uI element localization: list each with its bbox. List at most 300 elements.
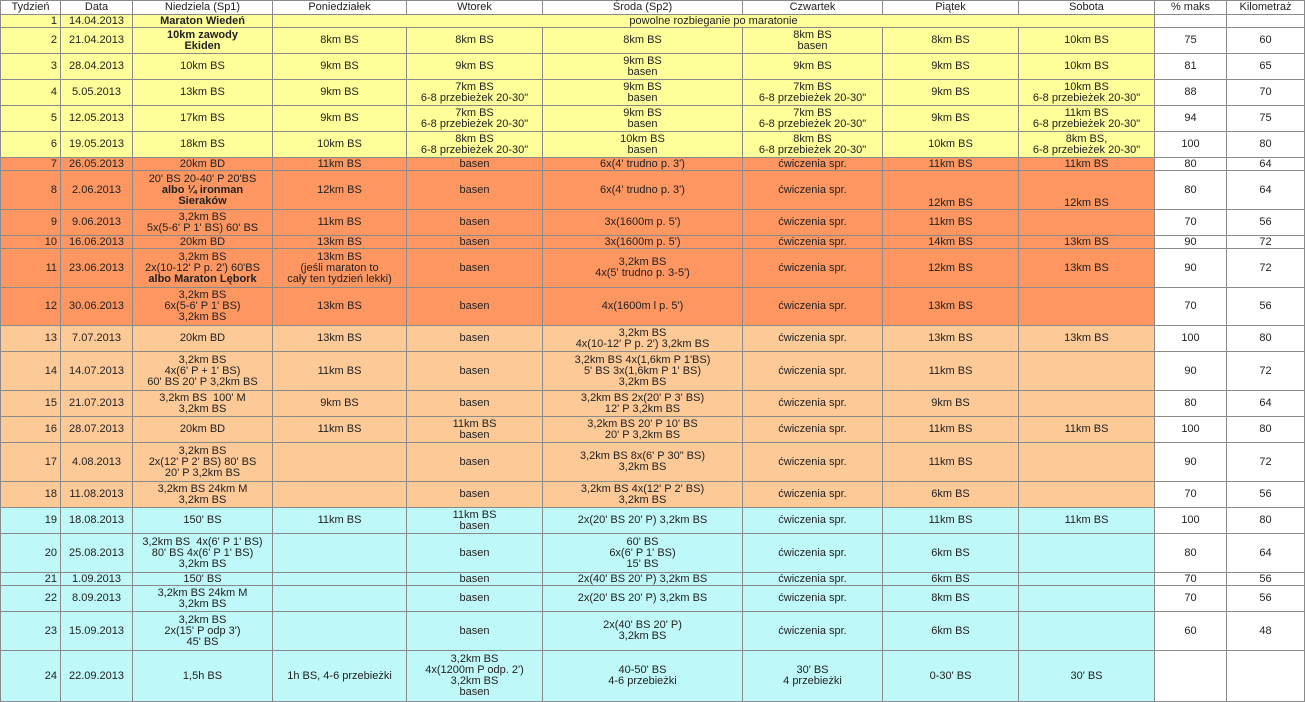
wednesday-cell[interactable] [543, 586, 743, 612]
friday-cell-text: 12km BS [928, 261, 973, 274]
date-cell[interactable]: 21.04.2013 [61, 28, 133, 54]
kilometers-cell[interactable]: 56 [1227, 210, 1305, 236]
wednesday-cell[interactable] [543, 54, 743, 80]
friday-cell[interactable] [883, 417, 1019, 443]
week-cell[interactable]: 13 [1, 326, 61, 352]
week-cell[interactable]: 14 [1, 352, 61, 391]
thursday-cell[interactable] [743, 80, 883, 106]
wednesday-cell[interactable] [543, 612, 743, 651]
header-cell[interactable]: Czwartek [743, 1, 883, 15]
thursday-cell-text: ćwiczenia spr. [778, 332, 847, 344]
friday-cell[interactable] [883, 573, 1019, 586]
kilometers-cell[interactable]: 72 [1227, 443, 1305, 482]
kilometers-cell[interactable]: 80 [1227, 417, 1305, 443]
date-cell[interactable]: 8.09.2013 [61, 586, 133, 612]
saturday-cell[interactable] [1019, 391, 1155, 417]
kilometers-cell[interactable]: 64 [1227, 534, 1305, 573]
date-cell[interactable]: 25.08.2013 [61, 534, 133, 573]
sunday-cell[interactable] [133, 15, 273, 28]
percent-max-cell[interactable]: 60 [1155, 612, 1227, 651]
kilometers-cell[interactable]: 72 [1227, 352, 1305, 391]
week-cell[interactable]: 18 [1, 482, 61, 508]
date-cell[interactable]: 12.05.2013 [61, 106, 133, 132]
percent-max-cell[interactable]: 80 [1155, 171, 1227, 210]
percent-max-cell[interactable]: 100 [1155, 326, 1227, 352]
friday-cell[interactable] [883, 158, 1019, 171]
kilometers-cell[interactable]: 60 [1227, 28, 1305, 54]
saturday-cell[interactable] [1019, 106, 1155, 132]
wednesday-cell-text: 9km BS basen [623, 106, 662, 130]
monday-cell-text: 11km BS [317, 423, 362, 435]
friday-cell[interactable] [883, 534, 1019, 573]
header-cell[interactable]: Sobota [1019, 1, 1155, 15]
thursday-cell[interactable] [743, 352, 883, 391]
percent-max-cell[interactable]: 90 [1155, 352, 1227, 391]
friday-cell[interactable] [883, 210, 1019, 236]
wednesday-cell-text: 3,2km BS 4x(5' trudno p. 3-5') [595, 256, 690, 279]
friday-cell[interactable] [883, 352, 1019, 391]
wednesday-cell[interactable] [543, 132, 743, 158]
week-cell[interactable]: 17 [1, 443, 61, 482]
kilometers-cell[interactable]: 72 [1227, 236, 1305, 249]
sunday-cell-line: 3,2km BS [178, 250, 227, 263]
wednesday-cell[interactable] [543, 288, 743, 326]
wednesday-cell[interactable] [543, 573, 743, 586]
date-cell[interactable]: 22.09.2013 [61, 651, 133, 702]
monday-cell[interactable] [273, 158, 407, 171]
sunday-cell[interactable] [133, 651, 273, 702]
friday-cell[interactable] [883, 249, 1019, 288]
sunday-cell[interactable] [133, 54, 273, 80]
thursday-cell[interactable] [743, 417, 883, 443]
monday-cell[interactable] [273, 417, 407, 443]
monday-cell[interactable] [273, 586, 407, 612]
week-cell[interactable]: 20 [1, 534, 61, 573]
week-cell[interactable]: 3 [1, 54, 61, 80]
wednesday-cell[interactable] [543, 249, 743, 288]
thursday-cell[interactable] [743, 508, 883, 534]
monday-cell[interactable] [273, 482, 407, 508]
monday-cell[interactable] [273, 210, 407, 236]
thursday-cell[interactable] [743, 391, 883, 417]
date-cell[interactable]: 7.07.2013 [61, 326, 133, 352]
week-cell[interactable]: 24 [1, 651, 61, 702]
tuesday-cell[interactable] [407, 508, 543, 534]
tuesday-cell[interactable] [407, 236, 543, 249]
thursday-cell[interactable] [743, 210, 883, 236]
date-cell[interactable]: 18.08.2013 [61, 508, 133, 534]
wednesday-cell[interactable] [543, 80, 743, 106]
saturday-cell[interactable] [1019, 508, 1155, 534]
sunday-cell-text: 13km BS [180, 86, 225, 98]
monday-cell[interactable] [273, 106, 407, 132]
sunday-cell[interactable] [133, 352, 273, 391]
friday-cell[interactable] [883, 106, 1019, 132]
saturday-cell[interactable] [1019, 132, 1155, 158]
tuesday-cell[interactable] [407, 651, 543, 702]
percent-max-cell[interactable]: 70 [1155, 586, 1227, 612]
kilometers-cell[interactable]: 80 [1227, 132, 1305, 158]
saturday-cell[interactable] [1019, 288, 1155, 326]
merged-note-cell[interactable]: powolne rozbieganie po maratonie [273, 15, 1155, 28]
friday-cell[interactable] [883, 132, 1019, 158]
percent-max-cell[interactable]: 100 [1155, 417, 1227, 443]
header-cell[interactable]: Wtorek [407, 1, 543, 15]
tuesday-cell[interactable] [407, 28, 543, 54]
thursday-cell[interactable] [743, 236, 883, 249]
week-cell[interactable]: 10 [1, 236, 61, 249]
saturday-cell[interactable] [1019, 534, 1155, 573]
tuesday-cell[interactable] [407, 249, 543, 288]
date-cell[interactable]: 11.08.2013 [61, 482, 133, 508]
kilometers-cell[interactable]: 64 [1227, 391, 1305, 417]
date-cell[interactable]: 4.08.2013 [61, 443, 133, 482]
sunday-cell-text: 3,2km BS 100' M 3,2km BS [159, 391, 246, 415]
wednesday-cell[interactable] [543, 210, 743, 236]
tuesday-cell[interactable] [407, 54, 543, 80]
wednesday-cell-text: 3,2km BS 4x(1,6km P 1'BS) 5' BS 3x(1,6km P 1' BS) 3,2km BS [574, 353, 711, 388]
tuesday-cell[interactable] [407, 132, 543, 158]
header-cell[interactable]: Niedziela (Sp1) [133, 1, 273, 15]
wednesday-cell[interactable] [543, 651, 743, 702]
monday-cell[interactable] [273, 326, 407, 352]
date-cell[interactable]: 16.06.2013 [61, 236, 133, 249]
sunday-cell[interactable] [133, 210, 273, 236]
monday-cell[interactable] [273, 391, 407, 417]
friday-cell-text: 9km BS [931, 86, 970, 98]
kilometers-cell[interactable]: 64 [1227, 158, 1305, 171]
wednesday-cell[interactable] [543, 482, 743, 508]
tuesday-cell[interactable] [407, 443, 543, 482]
friday-cell[interactable] [883, 651, 1019, 702]
tuesday-cell[interactable] [407, 391, 543, 417]
saturday-cell-text: 10km BS 6-8 przebieżek 20-30" [1032, 80, 1141, 104]
date-cell[interactable]: 21.07.2013 [61, 391, 133, 417]
percent-max-cell[interactable]: 100 [1155, 508, 1227, 534]
tuesday-cell[interactable] [407, 417, 543, 443]
friday-cell[interactable] [883, 443, 1019, 482]
sunday-cell[interactable] [133, 288, 273, 326]
saturday-cell-text: 13km BS [1064, 235, 1109, 248]
monday-cell[interactable] [273, 612, 407, 651]
header-cell[interactable]: % maks [1155, 1, 1227, 15]
friday-cell[interactable] [883, 586, 1019, 612]
week-cell[interactable]: 19 [1, 508, 61, 534]
monday-cell[interactable] [273, 534, 407, 573]
friday-cell[interactable] [883, 80, 1019, 106]
header-cell[interactable]: Poniedziałek [273, 1, 407, 15]
header-cell[interactable]: Kilometraż [1227, 1, 1305, 15]
week-cell[interactable]: 21 [1, 573, 61, 586]
thursday-cell-text: ćwiczenia spr. [778, 423, 847, 435]
wednesday-cell-text: 3x(1600m p. 5') [604, 235, 681, 248]
sunday-cell[interactable] [133, 28, 273, 54]
thursday-cell[interactable] [743, 573, 883, 586]
friday-cell[interactable] [883, 288, 1019, 326]
sunday-cell-line: 20' BS 20-40' P 20'BS [148, 172, 257, 185]
percent-max-cell[interactable]: 70 [1155, 573, 1227, 586]
percent-max-cell[interactable]: 88 [1155, 80, 1227, 106]
tuesday-cell-text: basen [459, 592, 490, 604]
kilometers-cell[interactable]: 80 [1227, 326, 1305, 352]
thursday-cell[interactable] [743, 249, 883, 288]
saturday-cell[interactable] [1019, 210, 1155, 236]
week-cell[interactable]: 16 [1, 417, 61, 443]
sunday-cell[interactable] [133, 417, 273, 443]
saturday-cell[interactable] [1019, 482, 1155, 508]
monday-cell[interactable] [273, 80, 407, 106]
sunday-cell[interactable] [133, 236, 273, 249]
saturday-cell[interactable] [1019, 54, 1155, 80]
kilometers-cell[interactable]: 48 [1227, 612, 1305, 651]
wednesday-cell[interactable] [543, 158, 743, 171]
kilometers-cell[interactable]: 80 [1227, 508, 1305, 534]
wednesday-cell-text: 2x(40' BS 20' P) 3,2km BS [603, 619, 682, 642]
wednesday-cell[interactable] [543, 508, 743, 534]
week-cell[interactable]: 12 [1, 288, 61, 326]
tuesday-cell[interactable] [407, 352, 543, 391]
monday-cell[interactable] [273, 508, 407, 534]
tuesday-cell[interactable] [407, 106, 543, 132]
percent-max-cell[interactable]: 90 [1155, 443, 1227, 482]
date-cell[interactable]: 30.06.2013 [61, 288, 133, 326]
tuesday-cell[interactable] [407, 326, 543, 352]
header-cell[interactable]: Piątek [883, 1, 1019, 15]
date-cell[interactable]: 23.06.2013 [61, 249, 133, 288]
percent-max-cell[interactable]: 100 [1155, 132, 1227, 158]
date-cell[interactable]: 28.04.2013 [61, 54, 133, 80]
table-row [1, 106, 1305, 132]
date-cell[interactable]: 2.06.2013 [61, 171, 133, 210]
kilometers-cell[interactable]: 64 [1227, 171, 1305, 210]
percent-max-cell[interactable]: 80 [1155, 534, 1227, 573]
wednesday-cell[interactable] [543, 443, 743, 482]
saturday-cell[interactable] [1019, 586, 1155, 612]
kilometers-cell[interactable] [1227, 15, 1305, 28]
wednesday-cell[interactable] [543, 236, 743, 249]
date-cell[interactable]: 14.07.2013 [61, 352, 133, 391]
friday-cell[interactable] [883, 391, 1019, 417]
sunday-cell[interactable] [133, 391, 273, 417]
thursday-cell[interactable] [743, 586, 883, 612]
percent-max-cell[interactable]: 90 [1155, 249, 1227, 288]
week-cell[interactable]: 6 [1, 132, 61, 158]
sunday-cell[interactable] [133, 482, 273, 508]
thursday-cell[interactable] [743, 612, 883, 651]
week-cell[interactable]: 1 [1, 15, 61, 28]
saturday-cell[interactable] [1019, 612, 1155, 651]
tuesday-cell[interactable] [407, 612, 543, 651]
percent-max-cell[interactable]: 70 [1155, 288, 1227, 326]
date-cell[interactable]: 1.09.2013 [61, 573, 133, 586]
saturday-cell[interactable] [1019, 171, 1155, 210]
percent-max-cell[interactable]: 80 [1155, 391, 1227, 417]
sunday-cell[interactable] [133, 612, 273, 651]
date-cell[interactable]: 5.05.2013 [61, 80, 133, 106]
tuesday-cell[interactable] [407, 171, 543, 210]
week-cell[interactable]: 15 [1, 391, 61, 417]
wednesday-cell[interactable] [543, 534, 743, 573]
percent-max-cell[interactable]: 70 [1155, 482, 1227, 508]
monday-cell[interactable] [273, 288, 407, 326]
thursday-cell[interactable] [743, 326, 883, 352]
sunday-cell-text: 3,2km BS 2x(12' P 2' BS) 80' BS 20' P 3,2km BS [148, 444, 257, 479]
percent-max-cell[interactable]: 90 [1155, 236, 1227, 249]
tuesday-cell[interactable] [407, 288, 543, 326]
saturday-cell[interactable] [1019, 28, 1155, 54]
thursday-cell[interactable] [743, 482, 883, 508]
sunday-cell[interactable] [133, 132, 273, 158]
tuesday-cell[interactable] [407, 586, 543, 612]
week-cell[interactable]: 2 [1, 28, 61, 54]
wednesday-cell[interactable] [543, 417, 743, 443]
sunday-cell[interactable] [133, 106, 273, 132]
thursday-cell[interactable] [743, 443, 883, 482]
tuesday-cell[interactable] [407, 573, 543, 586]
percent-max-cell[interactable]: 81 [1155, 54, 1227, 80]
thursday-cell[interactable] [743, 534, 883, 573]
friday-cell-text: 6km BS [931, 572, 970, 585]
week-cell[interactable]: 5 [1, 106, 61, 132]
sunday-cell[interactable] [133, 158, 273, 171]
monday-cell[interactable] [273, 651, 407, 702]
friday-cell[interactable] [883, 236, 1019, 249]
tuesday-cell[interactable] [407, 482, 543, 508]
wednesday-cell[interactable] [543, 171, 743, 210]
friday-cell[interactable] [883, 612, 1019, 651]
week-cell[interactable]: 7 [1, 158, 61, 171]
header-cell[interactable]: Tydzień [1, 1, 61, 15]
week-cell[interactable]: 22 [1, 586, 61, 612]
date-cell[interactable]: 26.05.2013 [61, 158, 133, 171]
date-cell[interactable]: 15.09.2013 [61, 612, 133, 651]
monday-cell[interactable] [273, 443, 407, 482]
monday-cell[interactable] [273, 352, 407, 391]
friday-cell-text: 8km BS [931, 592, 970, 604]
wednesday-cell[interactable] [543, 106, 743, 132]
wednesday-cell[interactable] [543, 391, 743, 417]
kilometers-cell[interactable]: 56 [1227, 482, 1305, 508]
monday-cell[interactable] [273, 171, 407, 210]
kilometers-cell[interactable]: 75 [1227, 106, 1305, 132]
tuesday-cell[interactable] [407, 534, 543, 573]
thursday-cell[interactable] [743, 651, 883, 702]
date-cell[interactable]: 28.07.2013 [61, 417, 133, 443]
monday-cell[interactable] [273, 54, 407, 80]
saturday-cell[interactable] [1019, 651, 1155, 702]
tuesday-cell[interactable] [407, 80, 543, 106]
sunday-cell-line: 2x(10-12' P p. 2') 60'BS [145, 261, 260, 274]
monday-cell[interactable] [273, 249, 407, 288]
wednesday-cell-text: 9km BS basen [623, 80, 662, 104]
thursday-cell[interactable] [743, 28, 883, 54]
saturday-cell[interactable] [1019, 352, 1155, 391]
percent-max-cell[interactable]: 75 [1155, 28, 1227, 54]
saturday-cell[interactable] [1019, 80, 1155, 106]
table-row [1, 508, 1305, 534]
saturday-cell[interactable] [1019, 573, 1155, 586]
tuesday-cell-text: basen [459, 300, 490, 312]
thursday-cell[interactable] [743, 158, 883, 171]
thursday-cell[interactable] [743, 288, 883, 326]
week-cell[interactable]: 4 [1, 80, 61, 106]
table-row [1, 573, 1305, 586]
percent-max-cell[interactable]: 80 [1155, 158, 1227, 171]
wednesday-cell[interactable] [543, 326, 743, 352]
sunday-cell[interactable] [133, 80, 273, 106]
monday-cell[interactable] [273, 573, 407, 586]
kilometers-cell[interactable]: 56 [1227, 288, 1305, 326]
friday-cell[interactable] [883, 508, 1019, 534]
kilometers-cell[interactable]: 65 [1227, 54, 1305, 80]
wednesday-cell-text: 3,2km BS 4x(10-12' P p. 2') 3,2km BS [575, 326, 710, 350]
header-cell[interactable]: Data [61, 1, 133, 15]
kilometers-cell[interactable]: 72 [1227, 249, 1305, 288]
week-cell[interactable]: 23 [1, 612, 61, 651]
saturday-cell[interactable] [1019, 236, 1155, 249]
week-cell[interactable]: 9 [1, 210, 61, 236]
saturday-cell[interactable] [1019, 158, 1155, 171]
sunday-cell-text: 20km BD [179, 235, 226, 248]
percent-max-cell[interactable]: 94 [1155, 106, 1227, 132]
monday-cell-text: 9km BS [320, 86, 359, 98]
kilometers-cell[interactable]: 56 [1227, 573, 1305, 586]
sunday-cell[interactable] [133, 443, 273, 482]
thursday-cell[interactable] [743, 132, 883, 158]
sunday-cell[interactable] [133, 586, 273, 612]
date-cell[interactable]: 19.05.2013 [61, 132, 133, 158]
saturday-cell[interactable] [1019, 326, 1155, 352]
sunday-cell[interactable] [133, 508, 273, 534]
friday-cell[interactable] [883, 326, 1019, 352]
monday-cell[interactable] [273, 28, 407, 54]
wednesday-cell[interactable] [543, 352, 743, 391]
kilometers-cell[interactable]: 70 [1227, 80, 1305, 106]
saturday-cell[interactable] [1019, 249, 1155, 288]
thursday-cell[interactable] [743, 106, 883, 132]
sunday-cell[interactable] [133, 326, 273, 352]
tuesday-cell[interactable] [407, 158, 543, 171]
saturday-cell[interactable] [1019, 417, 1155, 443]
percent-max-cell[interactable]: 70 [1155, 210, 1227, 236]
date-cell[interactable]: 14.04.2013 [61, 15, 133, 28]
sunday-cell[interactable] [133, 534, 273, 573]
sunday-cell[interactable] [133, 171, 273, 210]
wednesday-cell-text: 10km BS basen [620, 132, 665, 156]
kilometers-cell[interactable]: 56 [1227, 586, 1305, 612]
thursday-cell[interactable] [743, 54, 883, 80]
wednesday-cell[interactable] [543, 28, 743, 54]
kilometers-cell[interactable] [1227, 651, 1305, 702]
sunday-cell[interactable] [133, 573, 273, 586]
thursday-cell[interactable] [743, 171, 883, 210]
saturday-cell[interactable] [1019, 443, 1155, 482]
percent-max-cell[interactable] [1155, 15, 1227, 28]
week-cell[interactable]: 8 [1, 171, 61, 210]
date-cell[interactable]: 9.06.2013 [61, 210, 133, 236]
tuesday-cell[interactable] [407, 210, 543, 236]
percent-max-cell[interactable] [1155, 651, 1227, 702]
week-cell[interactable]: 11 [1, 249, 61, 288]
friday-cell[interactable] [883, 54, 1019, 80]
sunday-cell[interactable] [133, 249, 273, 288]
header-cell[interactable]: Środa (Sp2) [543, 1, 743, 15]
monday-cell[interactable] [273, 132, 407, 158]
friday-cell[interactable] [883, 28, 1019, 54]
friday-cell[interactable] [883, 482, 1019, 508]
friday-cell[interactable] [883, 171, 1019, 210]
monday-cell[interactable] [273, 236, 407, 249]
